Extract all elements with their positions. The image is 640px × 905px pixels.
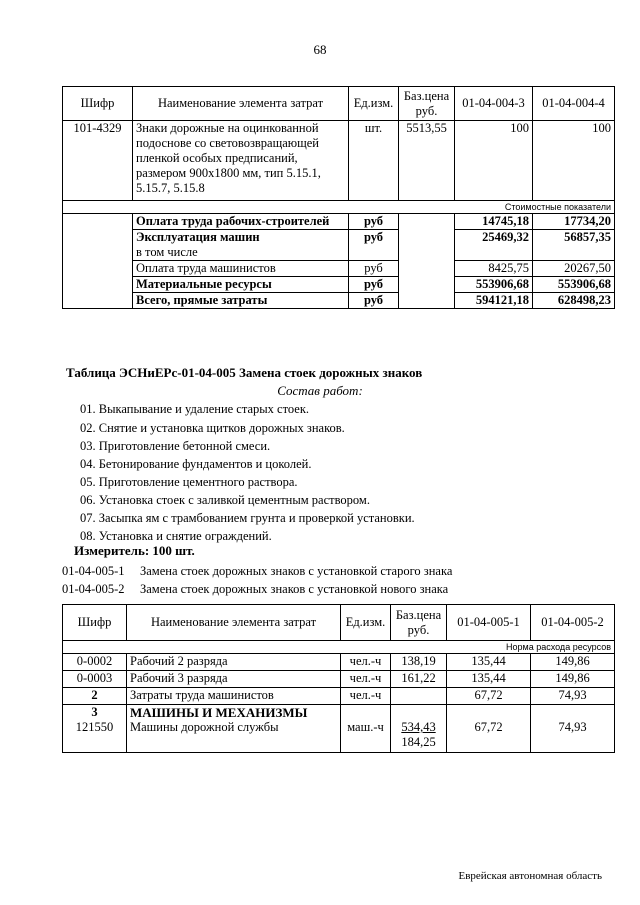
header-unit: Ед.изм. xyxy=(341,605,391,641)
variant-line xyxy=(62,582,448,597)
row-unit: чел.-ч xyxy=(341,671,391,688)
machine-price-top: 534,43 xyxy=(401,720,436,734)
work-item: 02. Снятие и установка щитков дорожных знаков. xyxy=(80,421,345,435)
row-name: Рабочий 3 разряда xyxy=(127,671,341,688)
row-value-1: 135,44 xyxy=(447,654,531,671)
work-item: 04. Бетонирование фундаментов и цоколей. xyxy=(80,457,312,471)
row-price xyxy=(391,688,447,705)
group-code: 3 xyxy=(91,705,98,719)
group-code-cell xyxy=(63,705,127,753)
header-code: Шифр xyxy=(63,605,127,641)
table-header-row xyxy=(63,87,615,121)
row-unit: руб xyxy=(349,293,399,309)
table-row xyxy=(63,261,615,277)
work-item: 07. Засыпка ям с трамбованием грунта и проверкой установки. xyxy=(80,511,415,525)
row-name: Материальные ресурсы xyxy=(133,277,349,293)
header-col2: 01-04-004-4 xyxy=(533,87,615,121)
empty-cell xyxy=(399,214,455,309)
table-row xyxy=(63,671,615,688)
item-price: 5513,55 xyxy=(399,121,455,201)
header-col1: 01-04-005-1 xyxy=(447,605,531,641)
machine-unit-cell xyxy=(341,705,391,753)
item-unit: шт. xyxy=(349,121,399,201)
row-value-1: 135,44 xyxy=(447,671,531,688)
empty-cell xyxy=(63,214,133,309)
row-value-1: 594121,18 xyxy=(455,293,533,309)
meter: Измеритель: 100 шт. xyxy=(74,543,195,558)
row-value-2: 628498,23 xyxy=(533,293,615,309)
page-number: 68 xyxy=(313,42,327,57)
item-code: 101-4329 xyxy=(63,121,133,201)
item-value-2: 100 xyxy=(533,121,615,201)
row-value-2: 149,86 xyxy=(531,654,615,671)
work-item: 06. Установка стоек с заливкой цементным раствором. xyxy=(80,493,370,507)
row-value-2: 56857,35 xyxy=(533,230,615,246)
row-value-2: 20267,50 xyxy=(533,261,615,277)
work-item: 05. Приготовление цементного раствора. xyxy=(80,475,298,489)
table-header-row xyxy=(63,605,615,641)
machine-price-bottom: 184,25 xyxy=(401,735,436,749)
item-value-1: 100 xyxy=(455,121,533,201)
row-value-1: 14745,18 xyxy=(455,214,533,230)
row-unit xyxy=(349,245,399,261)
row-price: 138,19 xyxy=(391,654,447,671)
table-row xyxy=(63,230,615,246)
variant-line xyxy=(62,564,452,579)
row-name: Затраты труда машинистов xyxy=(127,688,341,705)
table-row xyxy=(63,654,615,671)
footer-region: Еврейская автономная область xyxy=(458,870,602,882)
header-name: Наименование элемента затрат xyxy=(127,605,341,641)
row-value-2: 17734,20 xyxy=(533,214,615,230)
row-value-2: 149,86 xyxy=(531,671,615,688)
row-value-1 xyxy=(455,245,533,261)
cost-table-01-04-004 xyxy=(62,86,615,309)
group-name-cell xyxy=(127,705,341,753)
header-name: Наименование элемента затрат xyxy=(133,87,349,121)
row-code: 2 xyxy=(63,688,127,705)
row-unit: руб xyxy=(349,277,399,293)
machine-price-cell xyxy=(391,705,447,753)
row-unit: чел.-ч xyxy=(341,654,391,671)
section-label-row xyxy=(63,641,615,654)
variant-code: 01-04-005-2 xyxy=(62,582,125,596)
section-title: Таблица ЭСНиЕРс-01-04-005 Замена стоек дорожных знаков xyxy=(66,365,423,380)
row-unit: руб xyxy=(349,230,399,246)
row-value-2 xyxy=(533,245,615,261)
machine-value-2-cell xyxy=(531,705,615,753)
row-code: 0-0002 xyxy=(63,654,127,671)
resource-table-01-04-005 xyxy=(62,604,615,753)
item-name: Знаки дорожные на оцинкованной подоснове со световозвращающей пленкой особых предписаний, размером 900x1800 мм, тип 5.15.1, 5.15.7, 5.15.8 xyxy=(133,121,349,201)
row-name: Оплата труда рабочих-строителей xyxy=(133,214,349,230)
table-row xyxy=(63,245,615,261)
row-value-1: 67,72 xyxy=(447,688,531,705)
header-col2: 01-04-005-2 xyxy=(531,605,615,641)
table-row xyxy=(63,705,615,753)
row-name: Всего, прямые затраты xyxy=(133,293,349,309)
row-unit: руб xyxy=(349,214,399,230)
header-col1: 01-04-004-3 xyxy=(455,87,533,121)
machine-value-1: 67,72 xyxy=(474,720,503,734)
machine-value-1-cell xyxy=(447,705,531,753)
group-name: МАШИНЫ И МЕХАНИЗМЫ xyxy=(130,705,308,720)
table-row xyxy=(63,688,615,705)
row-value-1: 553906,68 xyxy=(455,277,533,293)
variant-text: Замена стоек дорожных знаков с установкой старого знака xyxy=(140,564,453,578)
section-label: Стоимостные показатели xyxy=(63,201,615,214)
table-row xyxy=(63,293,615,309)
row-value-2: 553906,68 xyxy=(533,277,615,293)
row-value-2: 74,93 xyxy=(531,688,615,705)
section-label-row xyxy=(63,201,615,214)
header-price: Баз.цена руб. xyxy=(399,87,455,121)
row-name: в том числе xyxy=(133,245,349,261)
row-unit: руб xyxy=(349,261,399,277)
work-item: 08. Установка и снятие ограждений. xyxy=(80,529,272,543)
row-price: 161,22 xyxy=(391,671,447,688)
work-item: 01. Выкапывание и удаление старых стоек. xyxy=(80,402,310,416)
header-price: Баз.цена руб. xyxy=(391,605,447,641)
variant-text: Замена стоек дорожных знаков с установкой нового знака xyxy=(140,582,449,596)
work-item: 03. Приготовление бетонной смеси. xyxy=(80,439,271,453)
machine-value-2: 74,93 xyxy=(558,720,587,734)
machine-name: Машины дорожной службы xyxy=(130,720,279,734)
machine-code: 121550 xyxy=(75,720,114,734)
row-value-1: 25469,32 xyxy=(455,230,533,246)
table-row xyxy=(63,121,615,201)
section-subtitle: Состав работ: xyxy=(277,383,363,398)
row-name: Оплата труда машинистов xyxy=(133,261,349,277)
section-label: Норма расхода ресурсов xyxy=(63,641,615,654)
row-value-1: 8425,75 xyxy=(455,261,533,277)
row-name: Рабочий 2 разряда xyxy=(127,654,341,671)
row-name: Эксплуатация машин xyxy=(133,230,349,246)
row-unit: чел.-ч xyxy=(341,688,391,705)
table-row xyxy=(63,214,615,230)
header-code: Шифр xyxy=(63,87,133,121)
machine-unit: маш.-ч xyxy=(347,720,384,734)
table-row xyxy=(63,277,615,293)
header-unit: Ед.изм. xyxy=(349,87,399,121)
variant-code: 01-04-005-1 xyxy=(62,564,125,578)
row-code: 0-0003 xyxy=(63,671,127,688)
